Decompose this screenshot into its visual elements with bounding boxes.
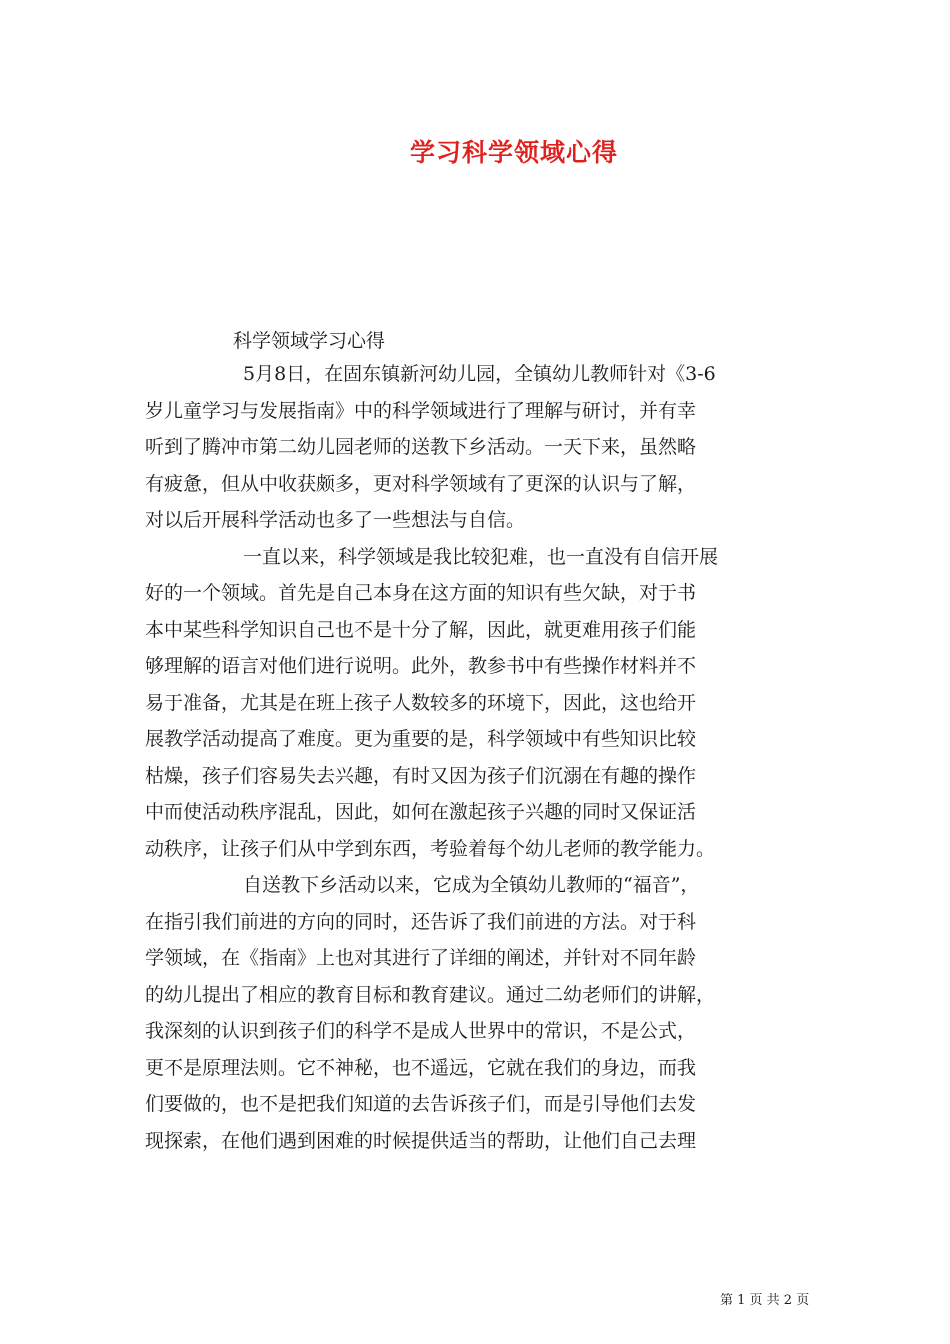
paragraph-3-line-5: 我深刻的认识到孩子们的科学不是成人世界中的常识，不是公式， <box>145 1020 697 1042</box>
paragraph-1-line-3: 听到了腾冲市第二幼儿园老师的送教下乡活动。一天下来，虽然略 <box>145 436 697 458</box>
paragraph-3-line-6: 更不是原理法则。它不神秘，也不遥远，它就在我们的身边，而我 <box>145 1056 697 1079</box>
paragraph-3-line-3: 学领域，在《指南》上也对其进行了详细的阐述，并针对不同年龄 <box>145 947 697 969</box>
paragraph-2-line-3: 本中某些科学知识自己也不是十分了解，因此，就更难用孩子们能 <box>145 618 697 641</box>
paragraph-2-line-2: 好的一个领域。首先是自己本身在这方面的知识有些欠缺，对于书 <box>145 582 697 604</box>
paragraph-2-line-8: 中而使活动秩序混乱，因此，如何在激起孩子兴趣的同时又保证活 <box>145 801 697 823</box>
paragraph-2-line-6: 展教学活动提高了难度。更为重要的是，科学领域中有些知识比较 <box>145 728 697 750</box>
paragraph-2-line-7: 枯燥，孩子们容易失去兴趣，有时又因为孩子们沉溺在有趣的操作 <box>145 764 697 787</box>
paragraph-3-line-8: 现探索，在他们遇到困难的时候提供适当的帮助，让他们自己去理 <box>145 1129 697 1152</box>
paragraph-3-line-1: 自送教下乡活动以来，它成为全镇幼儿教师的“福音”， <box>243 874 700 896</box>
paragraph-1-line-5: 对以后开展科学活动也多了一些想法与自信。 <box>145 509 526 531</box>
document-body <box>145 356 805 1159</box>
page-number-footer: 第 1 页 共 2 页 <box>720 1293 810 1308</box>
paragraph-3-line-4: 的幼儿提出了相应的教育目标和教育建议。通过二幼老师们的讲解， <box>145 983 716 1006</box>
paragraph-2-line-4: 够理解的语言对他们进行说明。此外，教参书中有些操作材料并不 <box>145 655 697 677</box>
paragraph-1-line-4: 有疲惫，但从中收获颇多，更对科学领域有了更深的认识与了解， <box>145 472 697 495</box>
paragraph-1-line-2: 岁儿童学习与发展指南》中的科学领域进行了理解与研讨，并有幸 <box>145 399 697 422</box>
document-title: 学习科学领域心得 <box>409 138 618 167</box>
paragraph-1-line-1: 5月8日，在固东镇新河幼儿园，全镇幼儿教师针对《3-6 <box>243 363 716 385</box>
paragraph-2-line-5: 易于准备，尤其是在班上孩子人数较多的环境下，因此，这也给开 <box>145 691 697 714</box>
paragraph-3-line-7: 们要做的，也不是把我们知道的去告诉孩子们，而是引导他们去发 <box>145 1093 697 1115</box>
document-subtitle: 科学领域学习心得 <box>233 330 386 352</box>
paragraph-3-line-2: 在指引我们前进的方向的同时，还告诉了我们前进的方法。对于科 <box>145 910 697 933</box>
paragraph-2-line-1: 一直以来，科学领域是我比较犯难，也一直没有自信开展 <box>243 545 719 568</box>
paragraph-2-line-9: 动秩序，让孩子们从中学到东西，考验着每个幼儿老师的教学能力。 <box>145 837 716 860</box>
